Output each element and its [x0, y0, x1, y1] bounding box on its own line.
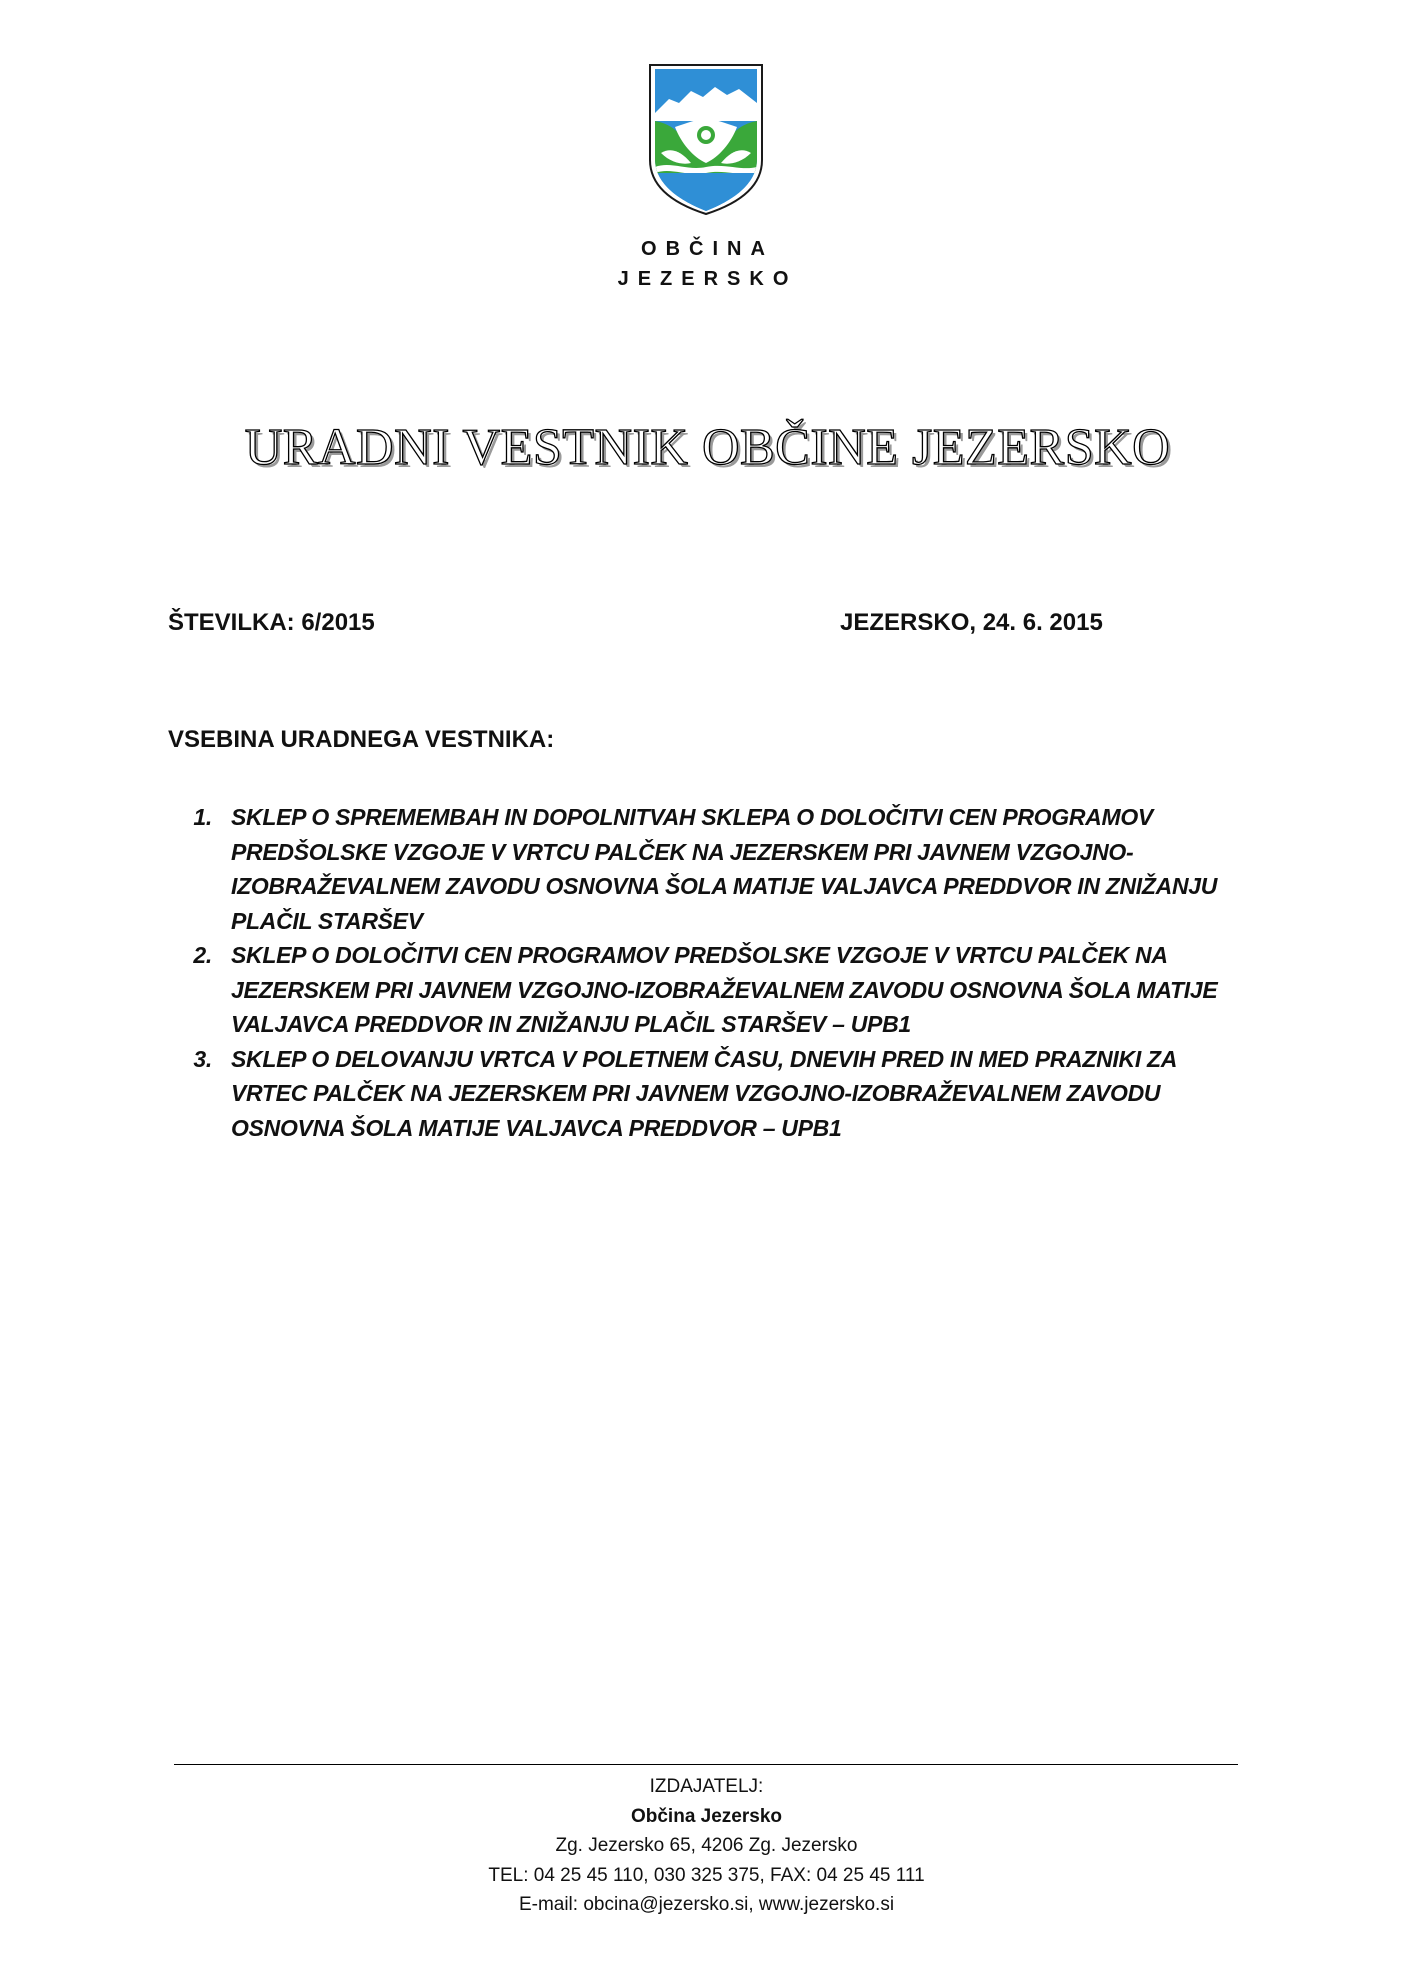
contents-item-text: SKLEP O DOLOČITVI CEN PROGRAMOV PREDŠOLSKE VZGOJE V VRTCU PALČEK NA JEZERSKEM PRI JAVNEM VZGOJNO-IZOBRAŽEVALNEM ZAVODU OSNOVNA ŠOLA MATIJE VALJAVCA PREDDVOR IN ZNIŽANJU PLAČIL STARŠEV – UPB1 [231, 942, 1218, 1037]
contents-item [168, 1042, 1258, 1146]
issue-number: ŠTEVILKA: 6/2015 [168, 609, 375, 636]
publisher-phones: TEL: 04 25 45 110, 030 325 375, FAX: 04 25 45 111 [488, 1864, 925, 1886]
contents-item [168, 938, 1258, 1042]
footer-divider [174, 1764, 1238, 1765]
publisher-label: IZDAJATELJ: [649, 1776, 764, 1797]
contents-item [168, 800, 1258, 938]
municipality-name-line1: OBČINA [641, 238, 774, 260]
issue-date: JEZERSKO, 24. 6. 2015 [840, 609, 1103, 636]
municipality-name-line2: JEZERSKO [617, 268, 798, 290]
contents-item-number: 3. [193, 1045, 212, 1072]
contents-item-text: SKLEP O DELOVANJU VRTCA V POLETNEM ČASU, DNEVIH PRED IN MED PRAZNIKI ZA VRTEC PALČEK NA JEZERSKEM PRI JAVNEM VZGOJNO-IZOBRAŽEVALNEM ZAVODU OSNOVNA ŠOLA MATIJE VALJAVCA PREDDVOR – UPB1 [231, 1045, 1177, 1141]
publisher-footer [0, 1772, 1405, 1920]
contents-list [168, 800, 1258, 1145]
publisher-contact: E-mail: obcina@jezersko.si, www.jezersko.si [518, 1894, 895, 1915]
contents-heading: VSEBINA URADNEGA VESTNIKA: [168, 726, 555, 753]
publisher-address: Zg. Jezersko 65, 4206 Zg. Jezersko [555, 1835, 858, 1856]
contents-item-number: 2. [193, 942, 212, 968]
contents-item-text: SKLEP O SPREMEMBAH IN DOPOLNITVAH SKLEPA O DOLOČITVI CEN PROGRAMOV PREDŠOLSKE VZGOJE V VRTCU PALČEK NA JEZERSKEM PRI JAVNEM VZGOJNO-IZOBRAŽEVALNEM ZAVODU OSNOVNA ŠOLA MATIJE VALJAVCA PREDDVOR IN ZNIŽANJU PLAČIL STARŠEV [231, 804, 1218, 934]
jezersko-coat-of-arms-icon [647, 63, 765, 215]
issue-info-row [168, 609, 1248, 643]
gazette-title: URADNI VESTNIK OBČINE JEZERSKO [244, 419, 1171, 476]
publisher-name: Občina Jezersko [630, 1805, 783, 1827]
contents-item-number: 1. [193, 804, 212, 830]
